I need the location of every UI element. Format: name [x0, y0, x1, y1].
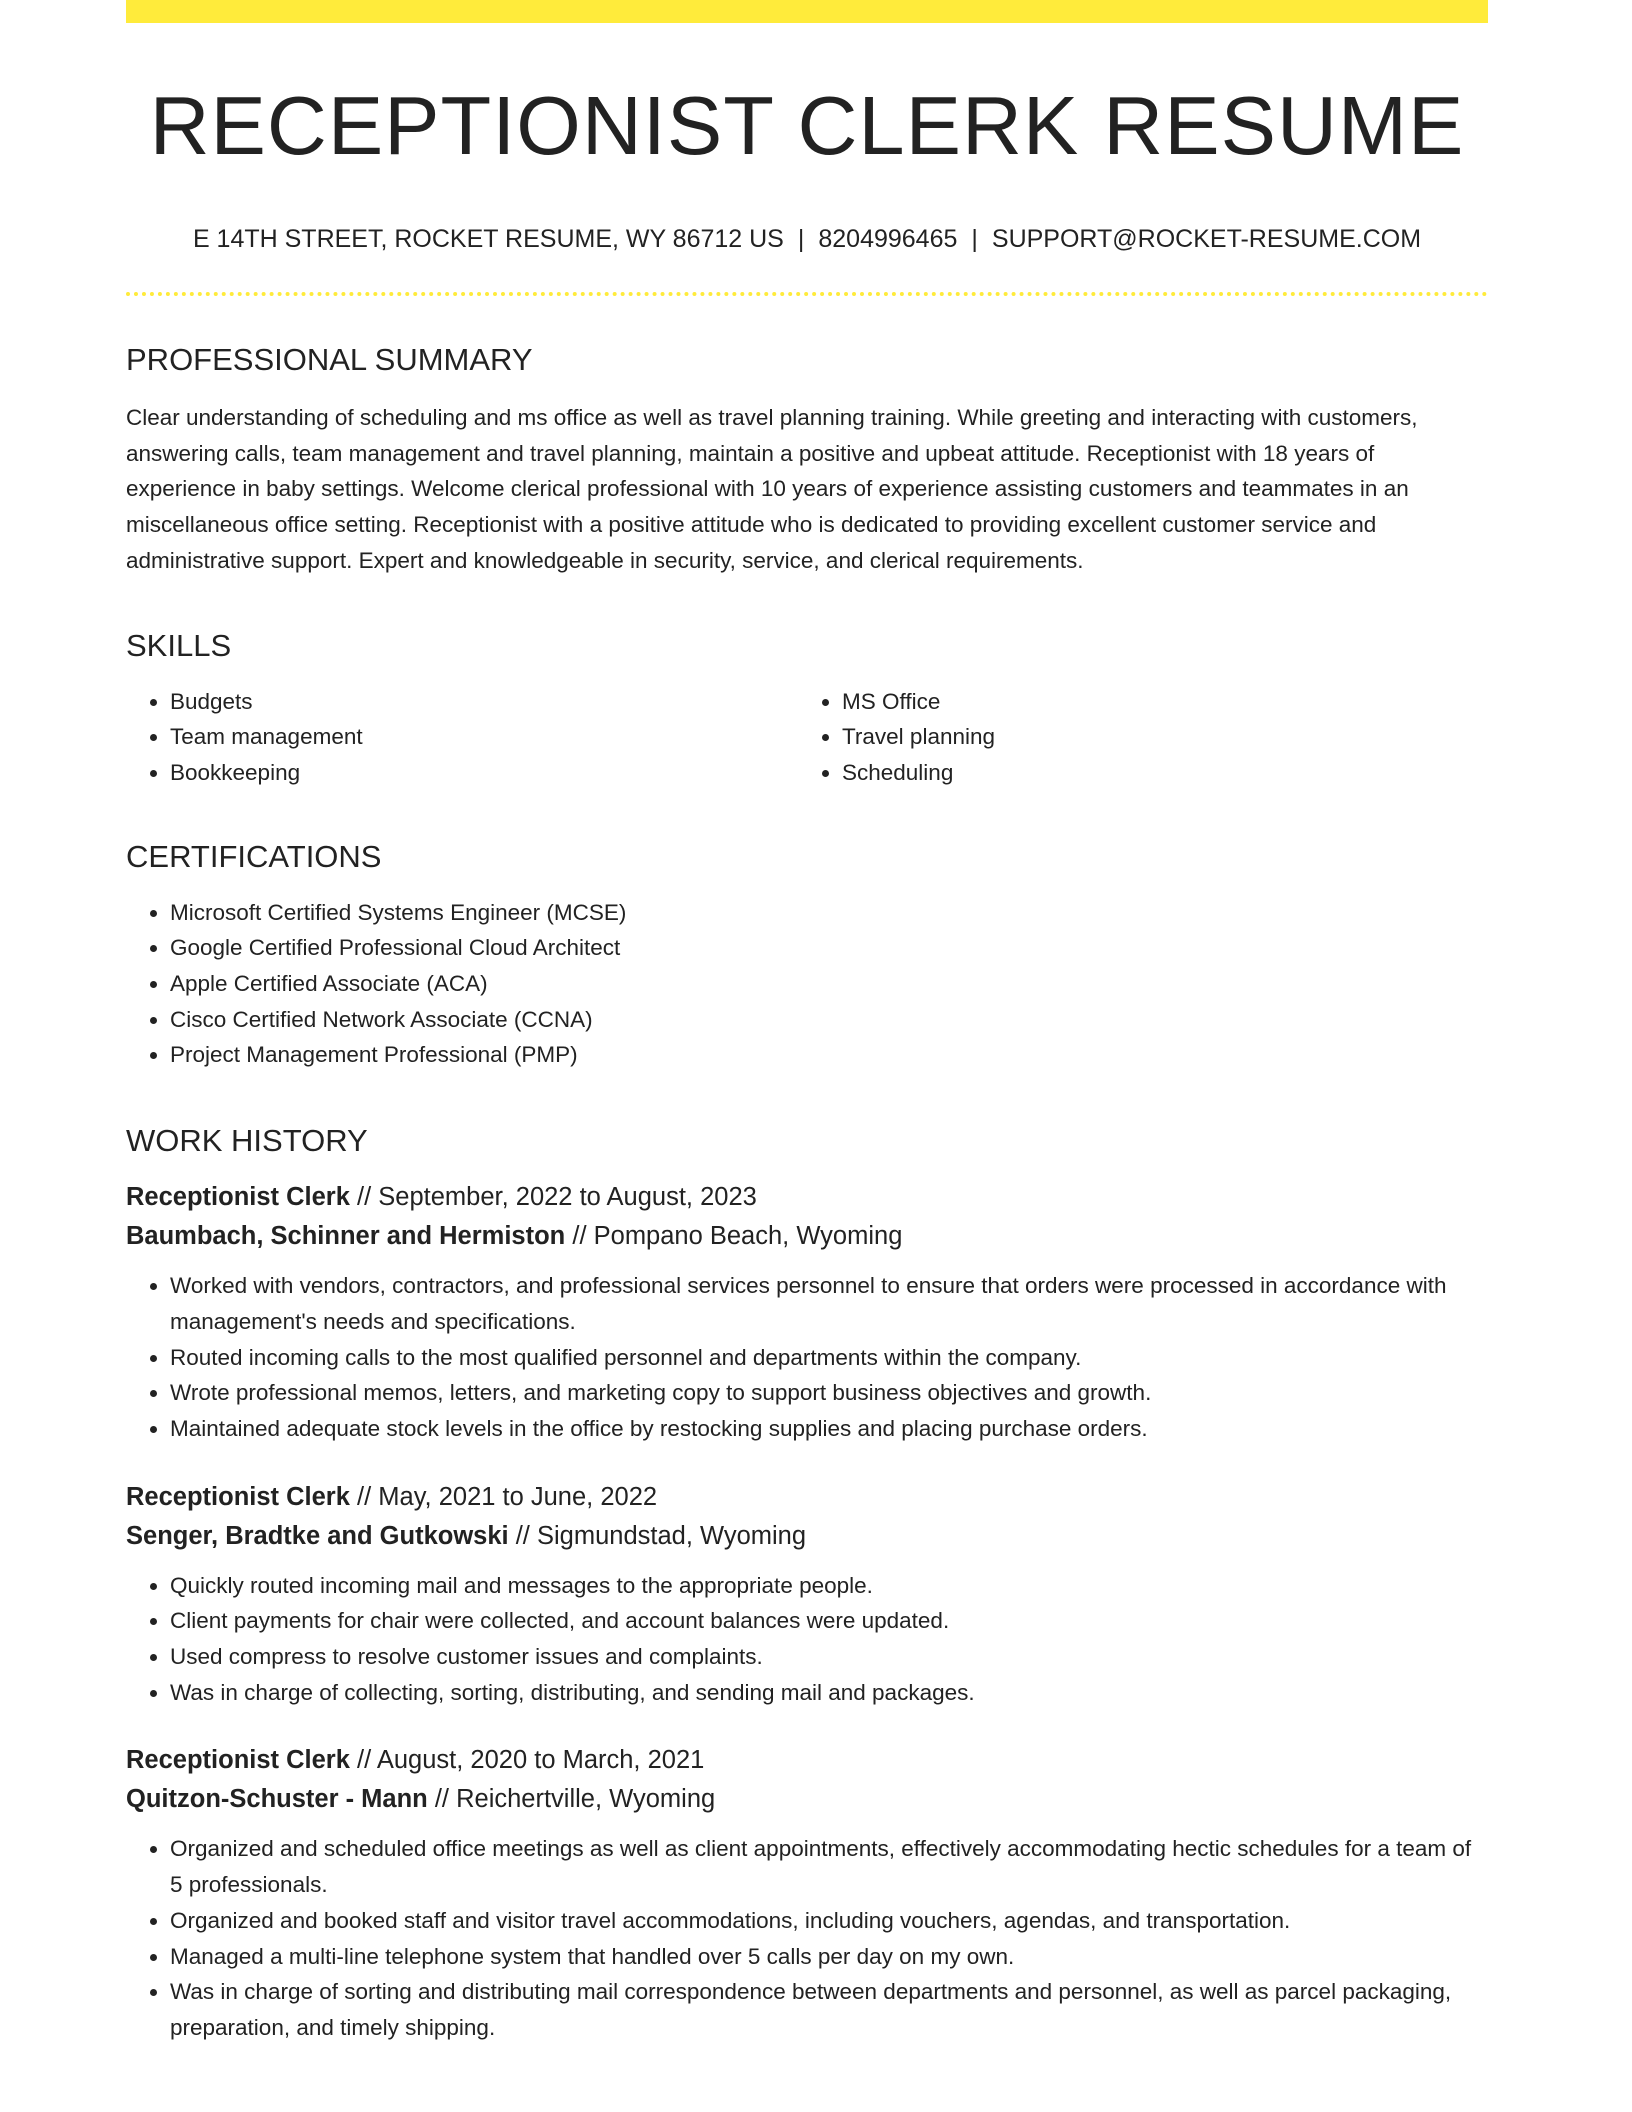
section-title-work-history: WORK HISTORY	[126, 1123, 368, 1159]
certification-item: • Cisco Certified Network Associate (CCNA)	[170, 1002, 1488, 1038]
job-location: Sigmundstad, Wyoming	[536, 1521, 807, 1550]
job-separator: //	[357, 1482, 372, 1511]
job-company: Baumbach, Schinner and Hermiston	[126, 1222, 566, 1251]
job-entry	[126, 1178, 1488, 1447]
summary-section	[126, 344, 1488, 579]
job-bullet: • Worked with vendors, contractors, and professional services personnel to ensure that orders were processed in accordance with management's needs and specifications.	[170, 1268, 1488, 1339]
job-company: Senger, Bradtke and Gutkowski	[126, 1521, 509, 1550]
job-bullet: • Maintained adequate stock levels in the office by restocking supplies and placing purchase orders.	[170, 1411, 1488, 1447]
job-dates: September, 2022 to August, 2023	[378, 1183, 757, 1212]
job-company: Quitzon-Schuster - Mann	[126, 1785, 428, 1814]
job-role: Receptionist Clerk	[126, 1746, 350, 1775]
contact-separator: |	[797, 225, 805, 253]
job-dates: May, 2021 to June, 2022	[378, 1482, 658, 1511]
certification-item: • Apple Certified Associate (ACA)	[170, 966, 1488, 1002]
job-bullet: • Managed a multi-line telephone system that handled over 5 calls per day on my own.	[170, 1939, 1488, 1975]
section-title-summary: PROFESSIONAL SUMMARY	[126, 342, 533, 377]
job-bullet: • Organized and scheduled office meetings as well as client appointments, effectively accommodating hectic schedules for a team of 5 professionals.	[170, 1831, 1488, 1902]
contact-address: E 14TH STREET, ROCKET RESUME, WY 86712 US	[192, 225, 784, 253]
section-title-certifications: CERTIFICATIONS	[126, 838, 382, 874]
job-title-line	[126, 1741, 1488, 1780]
job-separator: //	[434, 1785, 450, 1814]
contact-separator: |	[971, 225, 978, 253]
job-company-line	[126, 1517, 1488, 1556]
contact-line	[126, 227, 1488, 252]
job-bullet: • Client payments for chair were collected, and account balances were updated.	[170, 1603, 1488, 1639]
job-bullet: • Routed incoming calls to the most qualified personnel and departments within the company.	[170, 1340, 1488, 1376]
job-separator: //	[515, 1521, 530, 1550]
skill-item: • Scheduling	[842, 755, 1470, 791]
contact-email: SUPPORT@ROCKET-RESUME.COM	[991, 225, 1422, 253]
skills-column-left	[126, 684, 798, 791]
dotted-divider	[126, 292, 1488, 296]
job-role: Receptionist Clerk	[126, 1482, 350, 1511]
job-bullet: • Quickly routed incoming mail and messages to the appropriate people.	[170, 1568, 1488, 1604]
job-bullet: • Organized and booked staff and visitor travel accommodations, including vouchers, agendas, and transportation.	[170, 1903, 1488, 1939]
job-separator: //	[572, 1222, 587, 1251]
skills-column-right	[798, 684, 1470, 791]
job-bullet: • Wrote professional memos, letters, and marketing copy to support business objectives and growth.	[170, 1375, 1488, 1411]
summary-text: Clear understanding of scheduling and ms office as well as travel planning training. While greeting and interacting with customers, answering calls, team management and travel planning, maintain a positive and upbeat attitude. Receptionist with 18 years of experience in baby settings. Welcome clerical professional with 10 years of experience assisting customers and teammates in an miscellaneous office setting. Receptionist with a positive attitude who is dedicated to providing excellent customer service and administrative support. Expert and knowledgeable in security, service, and clerical requirements.	[126, 405, 1418, 573]
certification-item: • Microsoft Certified Systems Engineer (MCSE)	[170, 895, 1488, 931]
job-entry	[126, 1478, 1488, 1711]
certifications-section	[126, 838, 1488, 1074]
job-role: Receptionist Clerk	[126, 1183, 350, 1212]
job-location: Pompano Beach, Wyoming	[593, 1222, 903, 1251]
job-location: Reichertville, Wyoming	[456, 1785, 716, 1814]
work-history-section	[126, 1125, 1488, 2046]
job-title-line	[126, 1178, 1488, 1217]
job-bullet: • Was in charge of sorting and distributing mail correspondence between departments and personnel, as well as parcel packaging, preparation, and timely shipping.	[170, 1974, 1488, 2045]
job-separator: //	[357, 1183, 372, 1212]
job-company-line	[126, 1217, 1488, 1256]
job-separator: //	[357, 1746, 372, 1775]
job-entry	[126, 1741, 1488, 2045]
skill-item: • Bookkeeping	[170, 755, 798, 791]
certification-item: • Google Certified Professional Cloud Architect	[170, 930, 1488, 966]
contact-phone: 8204996465	[818, 225, 958, 253]
job-title-line	[126, 1478, 1488, 1517]
job-bullet: • Was in charge of collecting, sorting, distributing, and sending mail and packages.	[170, 1675, 1488, 1711]
skill-item: • MS Office	[842, 684, 1470, 720]
resume-title: RECEPTIONIST CLERK RESUME	[149, 79, 1465, 172]
skills-columns	[126, 684, 1488, 791]
certification-item: • Project Management Professional (PMP)	[170, 1037, 1488, 1073]
resume-page	[126, 0, 1488, 2046]
job-bullet: • Used compress to resolve customer issues and complaints.	[170, 1639, 1488, 1675]
job-company-line	[126, 1780, 1488, 1819]
accent-top-bar	[126, 0, 1488, 23]
skill-item: • Budgets	[170, 684, 798, 720]
section-title-skills: SKILLS	[126, 627, 232, 663]
skill-item: • Team management	[170, 719, 798, 755]
job-dates: August, 2020 to March, 2021	[376, 1746, 705, 1775]
skill-item: • Travel planning	[842, 719, 1470, 755]
skills-section	[126, 627, 1488, 791]
